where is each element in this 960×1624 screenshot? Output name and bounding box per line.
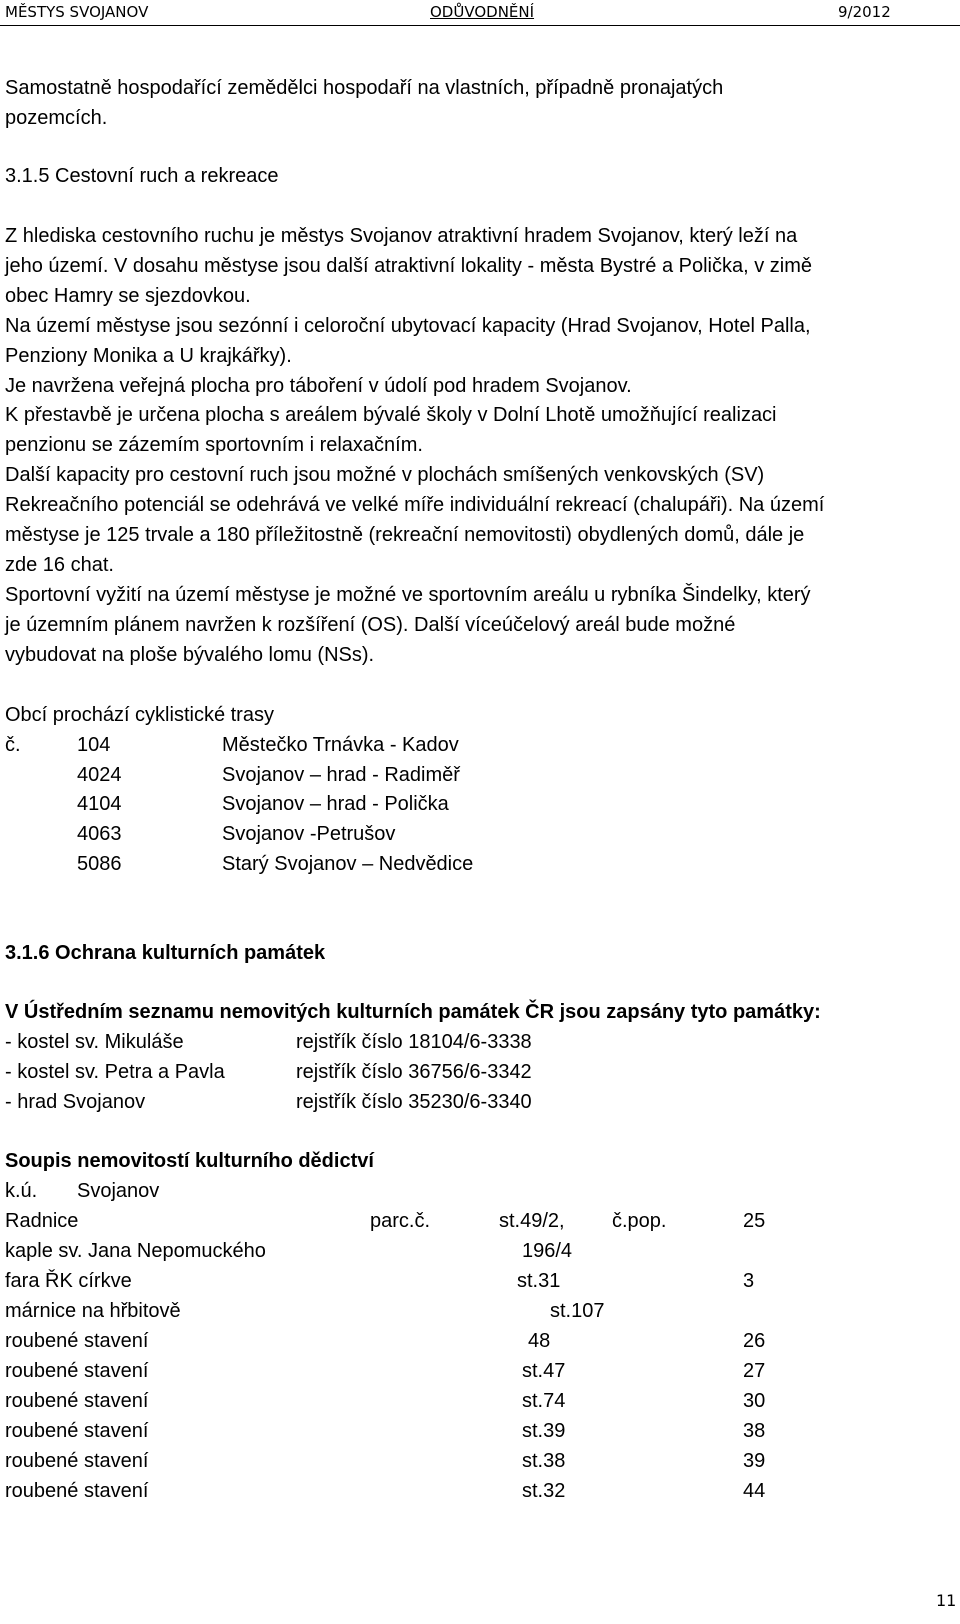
heritage-name: roubené stavení <box>5 1480 149 1502</box>
heritage-parcel: st.107 <box>550 1300 605 1322</box>
section-heading-3-1-6: 3.1.6 Ochrana kulturních památek <box>5 942 326 964</box>
paragraph-line: městyse je 125 trvale a 180 příležitostně (rekreační nemovitosti) obydlených domů, dále je <box>5 524 805 546</box>
monument-register: rejstřík číslo 36756/6-3342 <box>296 1061 532 1083</box>
paragraph-line: zde 16 chat. <box>5 554 114 576</box>
heritage-parcel: st.31 <box>517 1270 561 1292</box>
ku-label: k.ú. <box>5 1180 38 1202</box>
heritage-parcel: 48 <box>528 1330 551 1352</box>
monument-name: - kostel sv. Mikuláše <box>5 1031 184 1053</box>
paragraph-line: Je navržena veřejná plocha pro táboření v údolí pod hradem Svojanov. <box>5 375 632 397</box>
heritage-name: fara ŘK církve <box>5 1270 132 1292</box>
heritage-name: roubené stavení <box>5 1360 149 1382</box>
heritage-house-number: 27 <box>743 1360 766 1382</box>
page-header <box>0 0 960 26</box>
cyklo-route-number: 4063 <box>77 823 122 845</box>
monument-name: - hrad Svojanov <box>5 1091 146 1113</box>
heritage-name: roubené stavení <box>5 1450 149 1472</box>
heritage-name: roubené stavení <box>5 1420 149 1442</box>
cyklo-route-number: 4104 <box>77 793 122 815</box>
heritage-house-number: 44 <box>743 1480 766 1502</box>
paragraph-line: Na území městyse jsou sezónní i celoroční ubytovací kapacity (Hrad Svojanov, Hotel Palla, <box>5 315 811 337</box>
heritage-parcel: st.49/2, <box>499 1210 565 1232</box>
heritage-name: roubené stavení <box>5 1390 149 1412</box>
paragraph-line: je územním plánem navržen k rozšíření (OS). Další víceúčelový areál bude možné <box>5 614 736 636</box>
parc-label: parc.č. <box>370 1210 431 1232</box>
heritage-name: roubené stavení <box>5 1330 149 1352</box>
monument-name: - kostel sv. Petra a Pavla <box>5 1061 225 1083</box>
monument-register: rejstřík číslo 35230/6-3340 <box>296 1091 532 1113</box>
cyklo-route-number: 5086 <box>77 853 122 875</box>
heritage-house-number: 3 <box>743 1270 755 1292</box>
ustredni-seznam-title: V Ústředním seznamu nemovitých kulturních památek ČR jsou zapsány tyto památky: <box>5 1001 821 1023</box>
cyklo-route-name: Svojanov – hrad - Polička <box>222 793 449 815</box>
cyklo-title: Obcí prochází cyklistické trasy <box>5 704 274 726</box>
paragraph-line: jeho území. V dosahu městyse jsou další atraktivní lokality - města Bystré a Polička, v zimě <box>5 255 812 277</box>
cyklo-route-name: Svojanov -Petrušov <box>222 823 396 845</box>
paragraph-line: Samostatně hospodařící zemědělci hospodaří na vlastních, případně pronajatých <box>5 77 724 99</box>
ku-value: Svojanov <box>77 1180 160 1202</box>
page-number: 11 <box>936 1591 957 1610</box>
section-heading-3-1-5: 3.1.5 Cestovní ruch a rekreace <box>5 165 279 187</box>
heritage-name: márnice na hřbitově <box>5 1300 181 1322</box>
paragraph-line: obec Hamry se sjezdovkou. <box>5 285 251 307</box>
header-left: MĚSTYS SVOJANOV <box>5 3 149 21</box>
paragraph-line: Rekreačního potenciál se odehrává ve velké míře individuální rekreací (chalupáři). Na území <box>5 494 825 516</box>
cyklo-route-number: 4024 <box>77 764 122 786</box>
soupis-title: Soupis nemovitostí kulturního dědictví <box>5 1150 374 1172</box>
heritage-parcel: st.38 <box>522 1450 566 1472</box>
heritage-name: kaple sv. Jana Nepomuckého <box>5 1240 266 1262</box>
heritage-parcel: 196/4 <box>522 1240 573 1262</box>
heritage-house-number: 38 <box>743 1420 766 1442</box>
cyklo-prefix: č. <box>5 734 21 756</box>
heritage-parcel: st.39 <box>522 1420 566 1442</box>
paragraph-line: vybudovat na ploše bývalého lomu (NSs). <box>5 644 375 666</box>
paragraph-line: Penziony Monika a U krajkářky). <box>5 345 292 367</box>
heritage-house-number: 25 <box>743 1210 766 1232</box>
paragraph-line: K přestavbě je určena plocha s areálem bývalé školy v Dolní Lhotě umožňující realizaci <box>5 404 777 426</box>
paragraph-line: penzionu se zázemím sportovním i relaxačním. <box>5 434 423 456</box>
paragraph-line: pozemcích. <box>5 107 108 129</box>
heritage-parcel: st.74 <box>522 1390 566 1412</box>
header-rule <box>0 25 960 26</box>
monument-register: rejstřík číslo 18104/6-3338 <box>296 1031 532 1053</box>
cyklo-route-name: Svojanov – hrad - Radiměř <box>222 764 460 786</box>
heritage-house-number: 26 <box>743 1330 766 1352</box>
header-center: ODŮVODNĚNÍ <box>430 3 535 21</box>
paragraph-line: Sportovní vyžití na území městyse je možné ve sportovním areálu u rybníka Šindelky, který <box>5 584 811 606</box>
heritage-parcel: st.32 <box>522 1480 566 1502</box>
heritage-parcel: st.47 <box>522 1360 566 1382</box>
cyklo-route-name: Starý Svojanov – Nedvědice <box>222 853 474 875</box>
header-right: 9/2012 <box>838 3 891 21</box>
heritage-name: Radnice <box>5 1210 79 1232</box>
cyklo-route-number: 104 <box>77 734 111 756</box>
heritage-house-number: 39 <box>743 1450 766 1472</box>
cyklo-route-name: Městečko Trnávka - Kadov <box>222 734 459 756</box>
heritage-house-number: 30 <box>743 1390 766 1412</box>
paragraph-line: Další kapacity pro cestovní ruch jsou možné v plochách smíšených venkovských (SV) <box>5 464 765 486</box>
paragraph-line: Z hlediska cestovního ruchu je městys Svojanov atraktivní hradem Svojanov, který leží na <box>5 225 798 247</box>
cpop-label: č.pop. <box>612 1210 667 1232</box>
